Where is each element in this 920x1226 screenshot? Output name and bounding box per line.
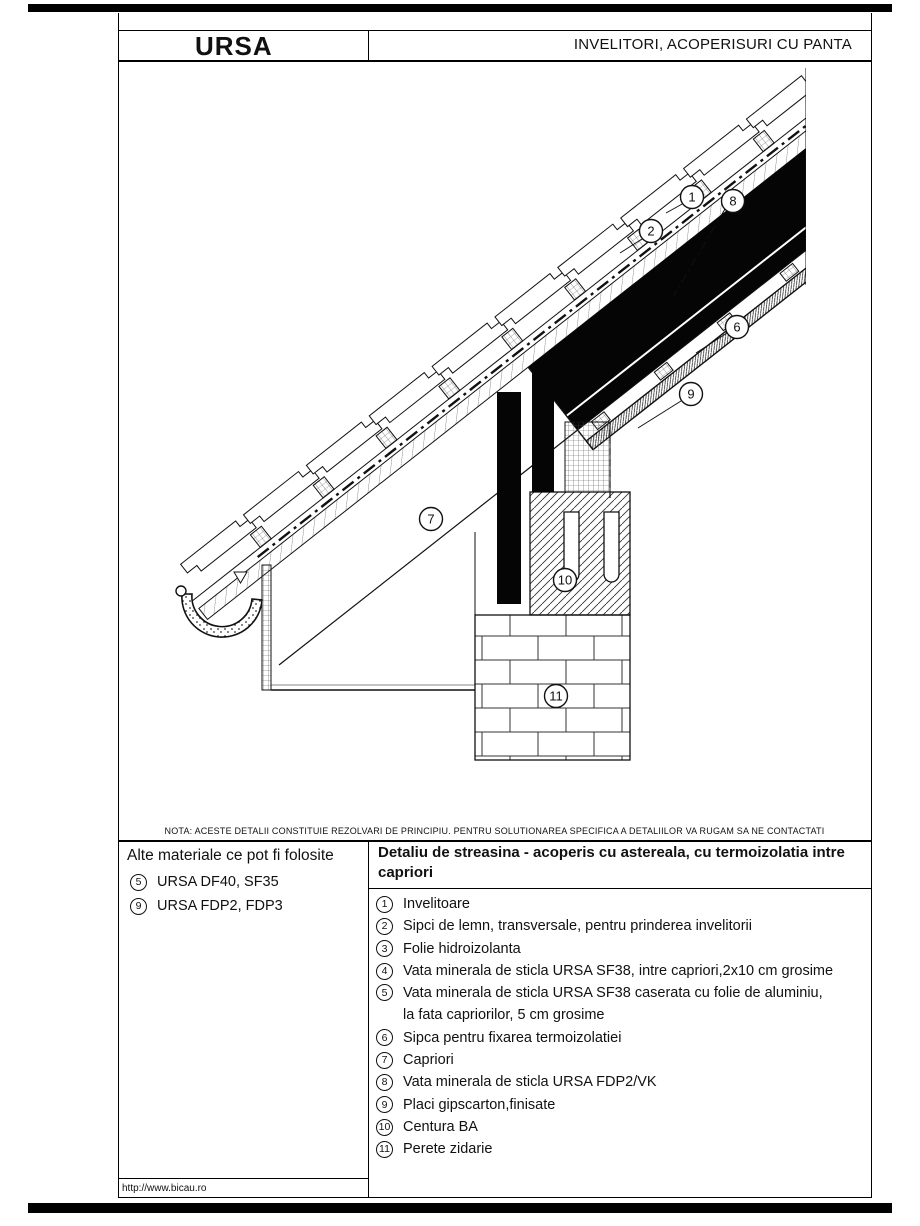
svg-text:10: 10: [557, 572, 573, 588]
legend-item-number: 4: [376, 963, 393, 980]
legend-list: [376, 893, 868, 1160]
wall-plate-hatch: [565, 422, 610, 492]
callout-2: [640, 220, 663, 243]
svg-text:8: 8: [729, 193, 737, 209]
page-edge-top: [28, 4, 892, 12]
legend-item-number: 6: [376, 1029, 393, 1046]
callout-11: [545, 685, 568, 708]
legend-item-text: Sipci de lemn, transversale, pentru prinderea invelitorii: [403, 918, 752, 935]
legend-item-number: 9: [376, 1096, 393, 1113]
legend-item: [376, 982, 868, 1027]
legend-item: [376, 1138, 868, 1160]
legend-item-text: Sipca pentru fixarea termoizolatiei: [403, 1029, 622, 1046]
footer-url: http://www.bicau.ro: [122, 1183, 207, 1194]
legend-item-number: 8: [376, 1074, 393, 1091]
callout-7: [420, 508, 443, 531]
legend-item: [376, 960, 868, 982]
callout-6: [726, 316, 749, 339]
note-bottom-line: [118, 840, 872, 842]
svg-text:11: 11: [549, 688, 563, 704]
legend-item-text: Invelitoare: [403, 896, 470, 913]
legend-item-text: Centura BA: [403, 1119, 478, 1136]
legend-item-text: Vata minerala de sticla URSA FDP2/VK: [403, 1074, 657, 1091]
eave-assembly: [176, 565, 475, 690]
legend-item-number: 11: [376, 1141, 393, 1158]
callout-10: [554, 569, 577, 592]
callout-8: [722, 190, 745, 213]
legend-item-number: 5: [376, 984, 393, 1001]
svg-text:2: 2: [647, 223, 655, 239]
frame-bottom-line: [118, 1197, 872, 1198]
legend-item: [376, 938, 868, 960]
alt-material-item: [130, 894, 283, 918]
disclaimer-note: NOTA: ACESTE DETALII CONSTITUIE REZOLVARI DE PRINCIPIU. PENTRU SOLUTIONAREA SPECIFICA A DETALIILOR VA RUGAM SA NE CONTACTATI: [164, 826, 825, 836]
legend-item-text: Placi gipscarton,finisate: [403, 1096, 556, 1113]
frame-right-line: [871, 13, 872, 1198]
legend-title-underline: [368, 888, 872, 889]
alt-item-number: 9: [130, 898, 147, 915]
roof-slope-section: [170, 68, 871, 702]
page-edge-bottom: [28, 1203, 892, 1213]
legend-item-number: 1: [376, 896, 393, 913]
document-title: INVELITORI, ACOPERISURI CU PANTA: [573, 36, 852, 53]
eave-detail-drawing: [118, 60, 871, 825]
header-divider-line: [368, 30, 369, 60]
alt-materials-heading: Alte materiale ce pot fi folosite: [127, 847, 334, 864]
legend-item: [376, 1027, 868, 1049]
legend-item: [376, 1116, 868, 1138]
legend-item: [376, 1071, 868, 1093]
wall-insulation-slab: [497, 392, 521, 604]
legend-item: [376, 893, 868, 915]
callout-9: [680, 383, 703, 406]
legend-item-text: Folie hidroizolanta: [403, 940, 521, 957]
legend-item-text: Vata minerala de sticla URSA SF38 caserata cu folie de aluminiu, la fata capriorilor, 5 cm grosime: [403, 985, 823, 1024]
alt-item-text: URSA DF40, SF35: [157, 874, 279, 890]
alt-item-text: URSA FDP2, FDP3: [157, 898, 283, 914]
wall-insulation-slab-2: [532, 370, 554, 492]
url-top-line: [118, 1178, 368, 1179]
legend-item-text: Capriori: [403, 1052, 454, 1069]
legend-item-text: Perete zidarie: [403, 1141, 493, 1158]
legend-divider-line: [368, 840, 369, 1198]
legend-item-number: 7: [376, 1052, 393, 1069]
gutter-bead: [176, 586, 186, 596]
legend-item-number: 10: [376, 1119, 393, 1136]
svg-text:9: 9: [687, 386, 695, 402]
callout-1: [681, 186, 704, 209]
ursa-logo: URSA: [195, 31, 273, 61]
legend-item-number: 2: [376, 918, 393, 935]
svg-text:1: 1: [688, 189, 696, 205]
legend-item: [376, 1094, 868, 1116]
legend-item-text: Vata minerala de sticla URSA SF38, intre capriori,2x10 cm grosime: [403, 963, 834, 980]
svg-text:7: 7: [427, 511, 435, 527]
svg-text:6: 6: [733, 319, 741, 335]
leader-line-1: [666, 203, 684, 213]
alt-materials-list: [130, 870, 283, 918]
legend-item: [376, 915, 868, 937]
detail-title: Detaliu de streasina - acoperis cu astereala, cu termoizolatia intre capriori: [378, 844, 845, 881]
alt-item-number: 5: [130, 874, 147, 891]
fascia-board: [262, 565, 271, 690]
legend-item: [376, 1049, 868, 1071]
legend-item-number: 3: [376, 940, 393, 957]
alt-material-item: [130, 870, 283, 894]
